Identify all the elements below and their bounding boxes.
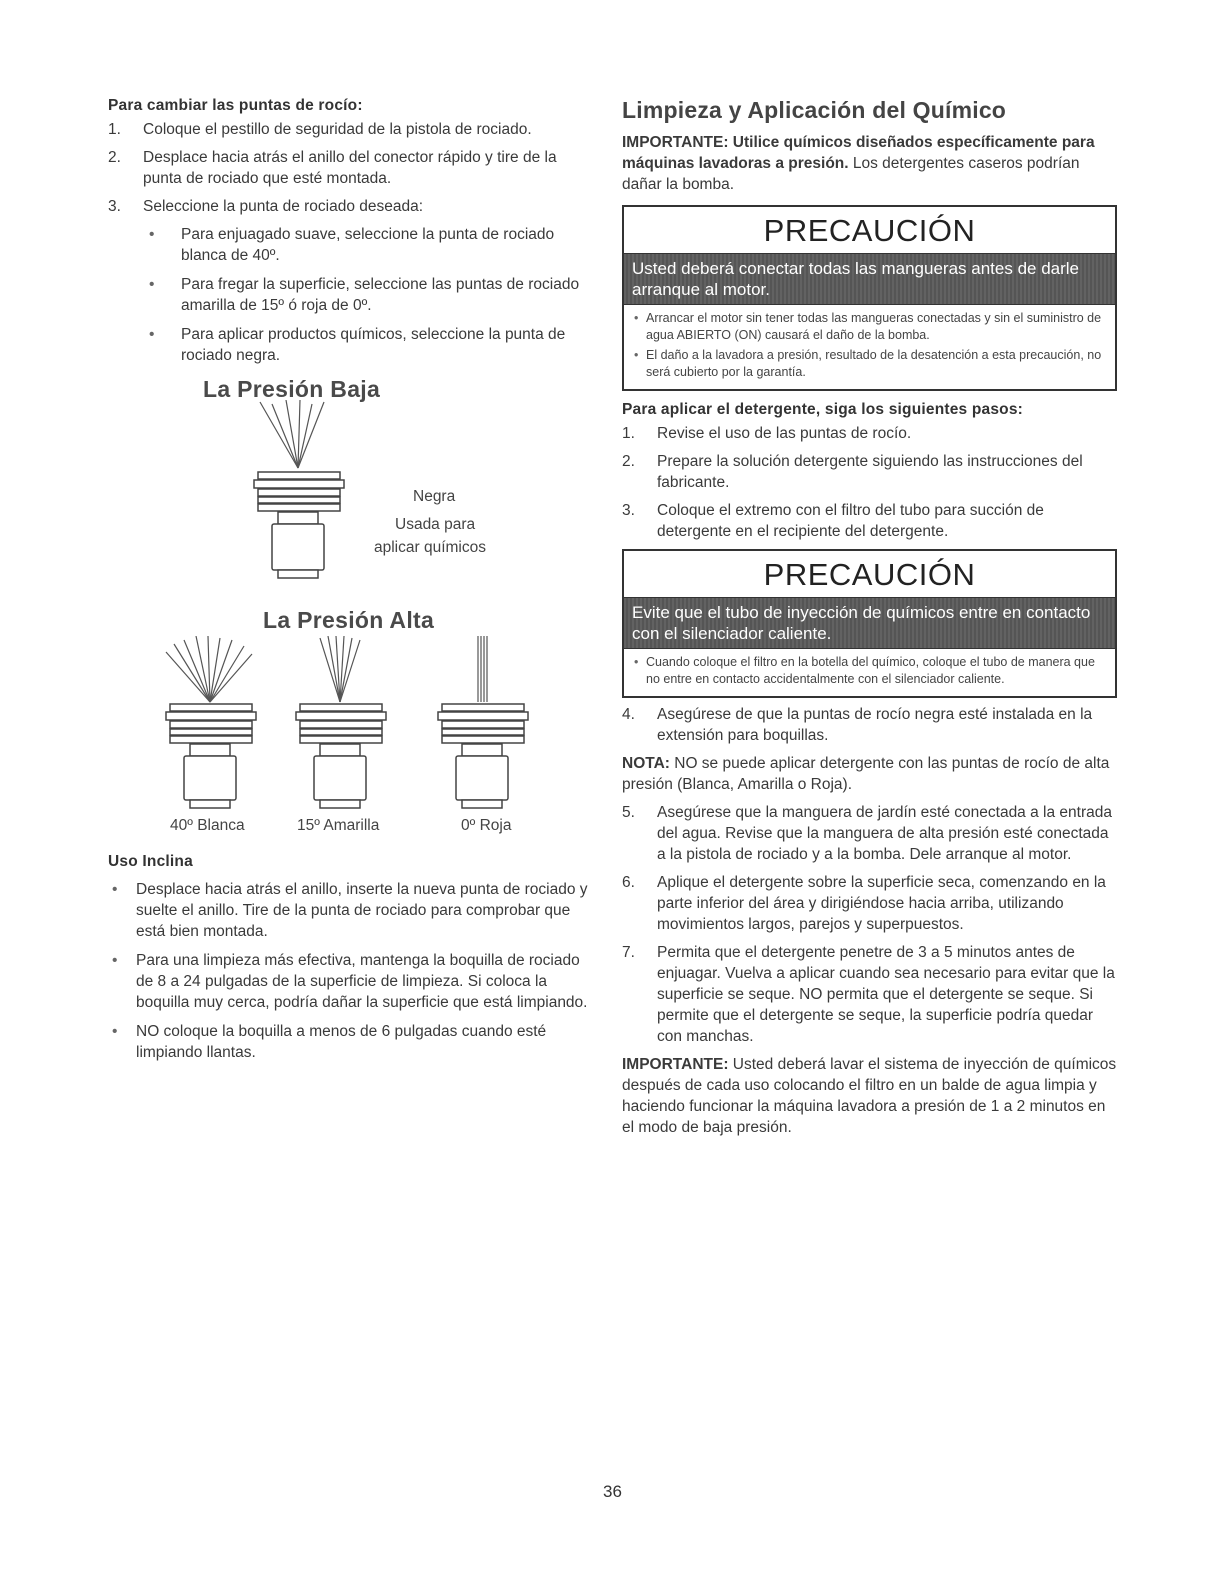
yellow-nozzle-illustration — [290, 636, 390, 810]
black-nozzle-use: Usada para — [395, 516, 476, 533]
list-item: • Para fregar la superficie, seleccione las puntas de rociado amarilla de 15º ó roja de 0º. — [145, 274, 598, 316]
detergent-step-4 — [622, 704, 1117, 746]
caution-list — [624, 649, 1115, 696]
list-item: • Para enjuagado suave, seleccione la punta de rociado blanca de 40º. — [145, 224, 598, 266]
list-item: 3. Seleccione la punta de rociado deseada: — [108, 198, 424, 215]
list-item: 7. Permita que el detergente penetre de 3 a 5 minutos antes de enjuagar. Vuelva a aplicar cuando sea necesario para evitar que la superficie se seque. NO permita que el detergente se seque. Si permite que el detergente se seque, la superficie podría quedar con manchas. — [622, 944, 1115, 1045]
white-nozzle-illustration — [160, 636, 260, 810]
caution-title: PRECAUCIÓN — [763, 213, 976, 248]
final-important-text: Usted deberá lavar el sistema de inyección de químicos después de cada uso colocando el filtro en un balde de agua limpia y haciendo funcionar la máquina lavadora a presión de 1 a 2 minutos en el modo de baja presión. — [622, 1056, 1117, 1136]
tip-change-steps — [108, 119, 598, 217]
uso-section — [108, 853, 598, 1071]
right-column — [622, 97, 1117, 1138]
detergent-steps-b — [622, 802, 1117, 1047]
nota-text: NO se puede aplicar detergente con las puntas de rocío de alta presión (Blanca, Amarilla o Roja). — [622, 755, 1110, 793]
uso-heading: Uso Inclina — [108, 853, 193, 870]
list-item: 3. Coloque el extremo con el filtro del tubo para succión de detergente en el recipiente del detergente. — [622, 502, 1044, 540]
final-important-label: IMPORTANTE: — [622, 1056, 729, 1073]
yellow-nozzle-label: 15º Amarilla — [297, 817, 380, 834]
list-item: 1. Coloque el pestillo de seguridad de la pistola de rociado. — [108, 121, 532, 138]
list-item: • El daño a la lavadora a presión, resultado de la desatención a esta precaución, no será cubierto por la garantía. — [632, 347, 1105, 381]
list-item: • Desplace hacia atrás el anillo, inserte la nueva punta de rociado y suelte el anillo. Tire de la punta de rociado para comprobar que está bien montada. — [108, 879, 598, 942]
red-nozzle-illustration — [432, 636, 532, 810]
list-item: 6. Aplique el detergente sobre la superficie seca, comenzando en la parte inferior del área y dirigiéndose hacia arriba, utilizando movimientos largos, parejos y superpuestos. — [622, 874, 1106, 933]
caution-band: Evite que el tubo de inyección de químicos entre en contacto con el silenciador caliente. — [624, 597, 1115, 649]
list-item: • Arrancar el motor sin tener todas las mangueras conectadas y sin el suministro de agua ABIERTO (ON) causará el daño de la bomba. — [632, 310, 1105, 344]
list-item: 5. Asegúrese que la manguera de jardín esté conectada a la entrada del agua. Revise que la manguera de alta presión esté conectada a la pistola de rociado y a la bomba. Dele arranque al motor. — [622, 804, 1112, 863]
page-number: 36 — [603, 1482, 622, 1501]
black-nozzle-use-2: aplicar químicos — [374, 539, 486, 556]
final-important — [622, 1054, 1117, 1138]
important-note — [622, 132, 1117, 195]
list-item: • Cuando coloque el filtro en la botella del químico, coloque el tubo de manera que no entre en contacto accidentalmente con el silenciador caliente. — [632, 654, 1105, 688]
list-item: 2. Prepare la solución detergente siguiendo las instrucciones del fabricante. — [622, 453, 1083, 491]
uso-bullets — [108, 879, 598, 1063]
caution-title: PRECAUCIÓN — [763, 557, 976, 592]
list-item: • Para aplicar productos químicos, seleccione la punta de rociado negra. — [145, 324, 598, 366]
caution-band: Usted deberá conectar todas las mangueras antes de darle arranque al motor. — [624, 253, 1115, 305]
section-heading: Limpieza y Aplicación del Químico — [622, 97, 1007, 123]
black-nozzle-illustration — [250, 400, 350, 582]
detergent-steps — [622, 423, 1117, 542]
high-pressure-title: La Presión Alta — [263, 607, 435, 633]
nota — [622, 753, 1117, 795]
list-item: • Para una limpieza más efectiva, mantenga la boquilla de rociado de 8 a 24 pulgadas de la superficie de limpieza. Si coloca la boquilla muy cerca, podría dañar la superficie que está limpiando. — [108, 950, 598, 1013]
list-item: 4. Asegúrese de que la puntas de rocío negra esté instalada en la extensión para boquillas. — [622, 706, 1093, 744]
list-item: • NO coloque la boquilla a menos de 6 pulgadas cuando esté limpiando llantas. — [108, 1021, 598, 1063]
important-rest: Los detergentes caseros podrían dañar la bomba. — [622, 155, 1080, 193]
list-item: 1. Revise el uso de las puntas de rocío. — [622, 425, 912, 442]
low-pressure-title: La Presión Baja — [203, 376, 381, 402]
caution-box-1 — [622, 205, 1117, 391]
nota-label: NOTA: — [622, 755, 670, 772]
caution-list — [624, 305, 1115, 389]
black-nozzle-label: Negra — [413, 488, 456, 505]
tip-change-heading: Para cambiar las puntas de rocío: — [108, 97, 363, 114]
important-bold: IMPORTANTE: Utilice químicos diseñados específicamente para máquinas lavadoras a presión. — [622, 134, 1095, 172]
white-nozzle-label: 40º Blanca — [170, 817, 245, 834]
left-column — [108, 97, 598, 374]
red-nozzle-label: 0º Roja — [461, 817, 512, 834]
caution-box-2 — [622, 549, 1117, 698]
tip-select-bullets — [145, 224, 598, 366]
list-item: 2. Desplace hacia atrás el anillo del conector rápido y tire de la punta de rociado que esté montada. — [108, 149, 557, 187]
detergent-steps-heading: Para aplicar el detergente, siga los siguientes pasos: — [622, 401, 1024, 418]
